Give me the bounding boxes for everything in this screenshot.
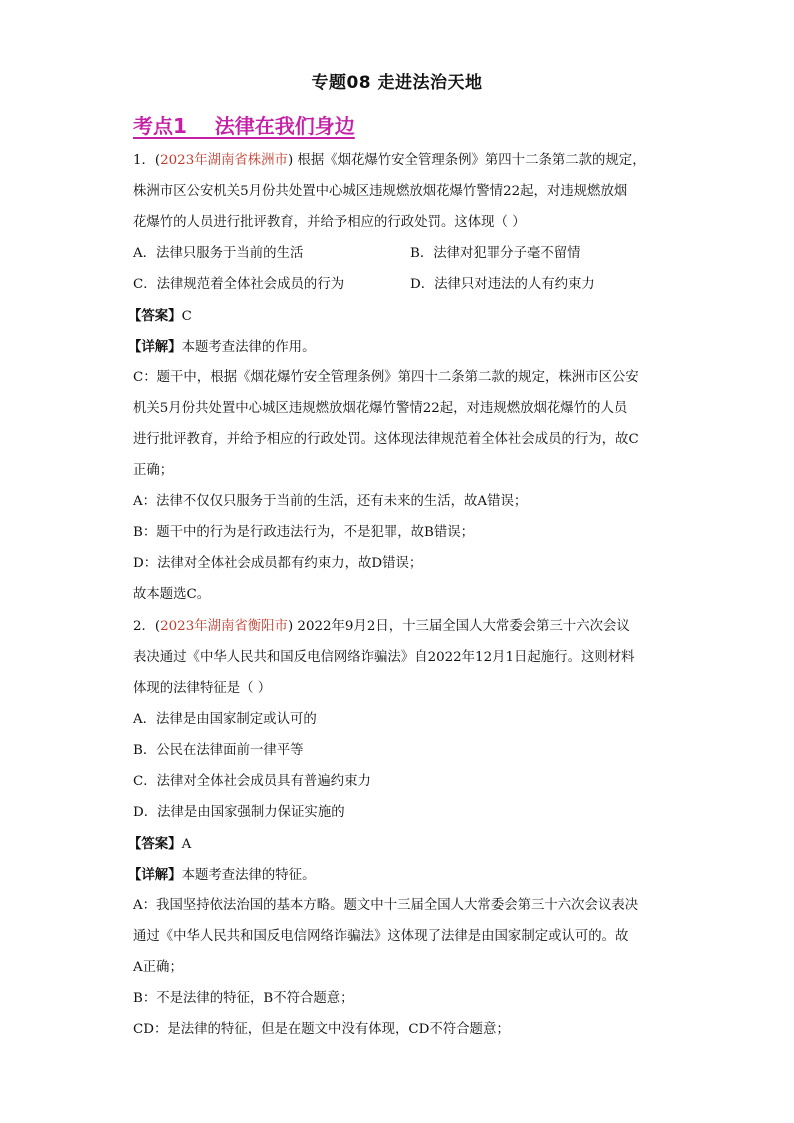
q1-detail-text: 本题考查法律的作用。 [181, 340, 316, 355]
q2-explain-line-2: 通过《中华人民共和国反电信网络诈骗法》这体现了法律是由国家制定或认可的。故 [133, 929, 629, 944]
q2-stem-line-2: 表决通过《中华人民共和国反电信网络诈骗法》自2022年12月1日起施行。这则材料 [133, 650, 635, 665]
q2-detail-text: 本题考查法律的特征。 [181, 868, 316, 883]
q1-option-b: B．法律对犯罪分子毫不留情 [410, 246, 581, 261]
page-title: 专题08 走进法治天地 [311, 73, 483, 93]
q2-answer [128, 834, 191, 855]
q1-explain-line-7: D：法律对全体社会成员都有约束力，故D错误； [133, 556, 423, 571]
q1-explain-line-8: 故本题选C。 [133, 587, 211, 602]
q1-answer-tag: 【答案】 [128, 308, 182, 324]
q1-stem-line-1 [133, 151, 646, 171]
q2-stem-line-3: 体现的法律特征是（ ） [133, 681, 272, 696]
q1-explain-line-6: B：题干中的行为是行政违法行为，不是犯罪，故B错误； [133, 525, 475, 540]
q2-number: 2．( [133, 619, 161, 634]
q2-option-b: B．公民在法律面前一律平等 [133, 743, 304, 758]
q2-explain-line-3: A正确； [133, 960, 183, 975]
q1-number: 1．( [133, 153, 161, 168]
q2-option-d: D．法律是由国家强制力保证实施的 [133, 805, 345, 820]
q1-answer-value: C [181, 309, 192, 324]
q1-option-a: A．法律只服务于当前的生活 [133, 246, 304, 261]
q1-answer [128, 306, 192, 327]
q1-option-d: D．法律只对违法的人有约束力 [410, 277, 595, 292]
q2-explain-line-4: B：不是法律的特征，B不符合题意； [133, 991, 354, 1006]
q2-stem-line-1 [133, 617, 630, 637]
q1-option-c: C．法律规范着全体社会成员的行为 [133, 277, 345, 292]
q2-detail [128, 865, 315, 886]
q1-explain-line-1: C：题干中，根据《烟花爆竹安全管理条例》第四十二条第二款的规定，株洲市区公安 [133, 370, 639, 385]
q2-option-a: A．法律是由国家制定或认可的 [133, 712, 317, 727]
q2-answer-tag: 【答案】 [128, 836, 182, 852]
q1-explain-line-5: A：法律不仅仅只服务于当前的生活，还有未来的生活，故A错误； [133, 494, 528, 509]
q1-stem-text-1: ) 根据《烟花爆竹安全管理条例》第四十二条第二款的规定， [287, 153, 646, 168]
q1-explain-line-2: 机关5月份共处置中心城区违规燃放烟花爆竹警情22起，对违规燃放烟花爆竹的人员 [133, 401, 628, 416]
q1-stem-line-3: 花爆竹的人员进行批评教育，并给予相应的行政处罚。这体现（ ） [133, 215, 526, 230]
q2-option-c: C．法律对全体社会成员具有普遍约束力 [133, 774, 371, 789]
q1-detail [128, 337, 315, 358]
q2-source: 2023年湖南省衡阳市 [160, 619, 288, 634]
q1-stem-line-2: 株洲市区公安机关5月份共处置中心城区违规燃放烟花爆竹警情22起，对违规燃放烟 [133, 184, 628, 199]
q2-explain-line-5: CD：是法律的特征，但是在题文中没有体现，CD不符合题意； [133, 1022, 510, 1037]
q2-explain-line-1: A：我国坚持依法治国的基本方略。题文中十三届全国人大常委会第三十六次会议表决 [133, 898, 639, 913]
q1-explain-line-3: 进行批评教育，并给予相应的行政处罚。这体现法律规范着全体社会成员的行为，故C [133, 432, 639, 447]
q1-detail-tag: 【详解】 [128, 339, 182, 355]
q2-stem-text-1: ) 2022年9月2日，十三届全国人大常委会第三十六次会议 [287, 619, 630, 634]
section-heading: 考点1 法律在我们身边 [133, 114, 355, 138]
q2-detail-tag: 【详解】 [128, 867, 182, 883]
q1-source: 2023年湖南省株洲市 [160, 153, 288, 168]
q2-answer-value: A [181, 837, 192, 852]
q1-explain-line-4: 正确； [133, 463, 174, 478]
